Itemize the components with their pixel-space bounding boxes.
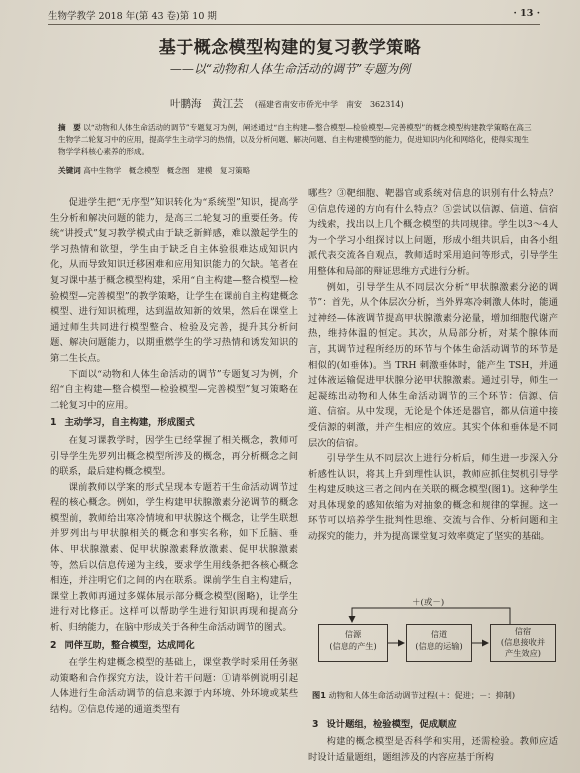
keywords [58,165,250,176]
box-title: 信宿 [514,626,532,636]
section-number: 3 [312,719,319,730]
page-number: · 13 · [513,8,540,19]
abstract-text: 以“动物和人体生命活动的调节”专题复习为例，阐述通过“自主构建—整合模型—检验模型—完善模型”的概念模型构建教学策略在高三生物学二轮复习中的应用，提高学生主动学习的热情，以及分析问题、解决问题、自主构建模型的能力，促进知识内化和网络化，使得实现生物学学科核心素养的形成。 [58,123,532,156]
feedback-arrow [352,608,510,624]
caption-text: 动物和人体生命活动调节过程(＋：促进；－：抑制) [328,690,516,700]
body-paragraph: 在学生构建概念模型的基础上，课堂教学时采用任务驱动策略和合作探究方法，设计若干问题：①请举例说明引起人体进行生命活动调节的信息来源于内环境、外环境或某些结构。②信息传递的通道类型有 [50,657,298,715]
author-affiliation: (福建省南安市侨光中学 南安 362314) [254,100,404,109]
box-title: 信源 [344,629,362,639]
section-3-body [308,734,558,765]
signal-receiver-box [490,624,556,662]
signal-channel-box [406,624,472,662]
intro-paragraph: 促进学生把“无序型”知识转化为“系统型”知识，提高学生分析和解决问题的能力，是高三二轮复习的重要任务。传统“讲授式”复习教学模式由于缺乏新鲜感，难以激起学生的学习热情和欲望，学生由于缺乏自主体验很难达成知识内化，从而导致知识迁移困难和应用知识能力的欠缺。笔者在复习课中基于概念模型构建，采用“自主构建—整合模型—检验模型—完善模型”的教学策略，让学生在课前自主构建概念模型、进行知识梳理，达到温故知新的效果，然后在课堂上通过师生共同进行模型整合、检验及完善，提升其分析问题、解决问题能力，以期重燃学生的学习热情和诱发知识的第二生长点。 [50,197,298,364]
body-paragraph: 课前教师以学案的形式呈现本专题若干生命活动调节过程的核心概念。例如，学生构建甲状腺激素分泌调节的概念模型前，教师给出寒冷情境和甲状腺这个概念，让学生联想并罗列出与甲状腺相关的概念和事实名称，如下丘脑、垂体、甲状腺激素、促甲状腺激素释放激素、促甲状腺激素等，然后以信息传递为主线，要求学生用线条把各核心概念相连，并注明它们之间的内在联系。课前学生自主构建后，课堂上教师再通过多媒体展示部分概念模型(图略)，让学生进行对比修正。这样可以帮助学生进行知识再现和提高分析、归纳能力，在脑中形成关于各种生命活动调节的图式。 [50,481,298,634]
figure-1-diagram [312,596,558,686]
keywords-label: 关键词 [58,166,81,175]
figure-caption [312,690,515,701]
journal-info: 生物学教学 2018 年(第 43 卷)第 10 期 [48,11,217,22]
abstract [58,122,532,158]
signal-source-box [318,624,388,662]
feedback-label: ＋(或－) [412,598,445,608]
section-heading [50,415,298,431]
running-header [48,8,540,25]
body-paragraph: 在复习课教学时，因学生已经掌握了相关概念，教师可引导学生先罗列出概念模型所涉及的概念，再分析概念之间的联系，最后建构概念模型。 [50,434,298,478]
section-heading [312,716,465,730]
section-title: 同伴互助，整合模型，达成同化 [64,639,195,651]
body-paragraph: 构建的概念模型是否科学和实用，还需检验。教师应适时设计适量题组，题组涉及的内容应基于所构 [308,736,558,763]
box-subtitle: 产生效应) [505,648,541,658]
section-title: 设计题组，检验模型，促成顺应 [326,719,457,730]
intro-paragraph: 下面以“动物和人体生命活动的调节”专题复习为例，介绍“自主构建—整合模型—检验模型—完善模型”复习策略在二轮复习中的应用。 [50,368,298,411]
box-subtitle: (信息的产生) [329,641,377,651]
section-number: 1 [50,417,57,429]
body-paragraph: 例如，引导学生从不同层次分析“甲状腺激素分泌的调节”：首先，从个体层次分析，当外界寒冷刺激人体时，能通过神经—体液调节提高甲状腺激素分泌量，增加细胞代谢产热，维持体温的恒定。其次，从局部分析，对某个腺体而言，其调节过程所经历的环节与个体生命活动调节的环节是相似的(如垂体)。当 TRH 刺激垂体时，能产生 TSH，并通过体液运输促进甲状腺分泌甲状腺激素。通过引导，师生一起凝练出动物和人体生命活动调节的三个环节：信源、信道、信宿。从中发现，无论是个体还是器官，都从信道中接受信源的刺激，并产生相应的效应。其实个体和垂体是不同层次的信宿。 [308,281,558,449]
section-title: 主动学习，自主构建，形成图式 [64,417,195,429]
abstract-label: 摘 要 [58,123,81,132]
left-column [50,195,298,718]
section-heading [50,638,298,654]
box-subtitle: (信息的运输) [415,641,463,651]
section-number: 2 [50,639,57,651]
right-column [308,186,558,545]
article-subtitle: ——以“动物和人体生命活动的调节”专题为例 [169,62,411,76]
author-names: 叶鹏海 黄江芸 [170,98,244,110]
box-title: 信道 [430,629,448,639]
caption-label: 图1 [312,690,326,700]
body-paragraph: 引导学生从不同层次上进行分析后，师生进一步深入分析感性认识，将其上升到理性认识，教师应抓住契机引导学生构建反映这三者之间内在关联的概念模型(图1)。这种学生对具体现象的感知依缩为对抽象的概念和规律的掌握。这一环节可以培养学生批判性思维、交流与合作、分析问题和主动探究的能力，并为提高课堂复习效率奠定了坚实的基础。 [308,453,558,543]
keywords-text: 高中生物学 概念模型 概念图 建模 复习策略 [83,166,251,175]
author-line [170,96,404,111]
article-title: 基于概念模型构建的复习教学策略 [158,38,422,58]
box-subtitle: (信息接收并 [500,637,546,647]
continued-paragraph: 哪些？③靶细胞、靶器官或系统对信息的识别有什么特点？④信息传递的方向有什么特点？⑤尝试以信源、信道、信宿为线索，找出以上几个概念模型的共同规律。学生以3～4人为一个学习小组探讨以上问题，形成小组共识后，由各小组派代表交流各自观点，教师适时采用追问等形式，引导学生用整体和局部的辩证思维方式进行分析。 [308,188,558,277]
